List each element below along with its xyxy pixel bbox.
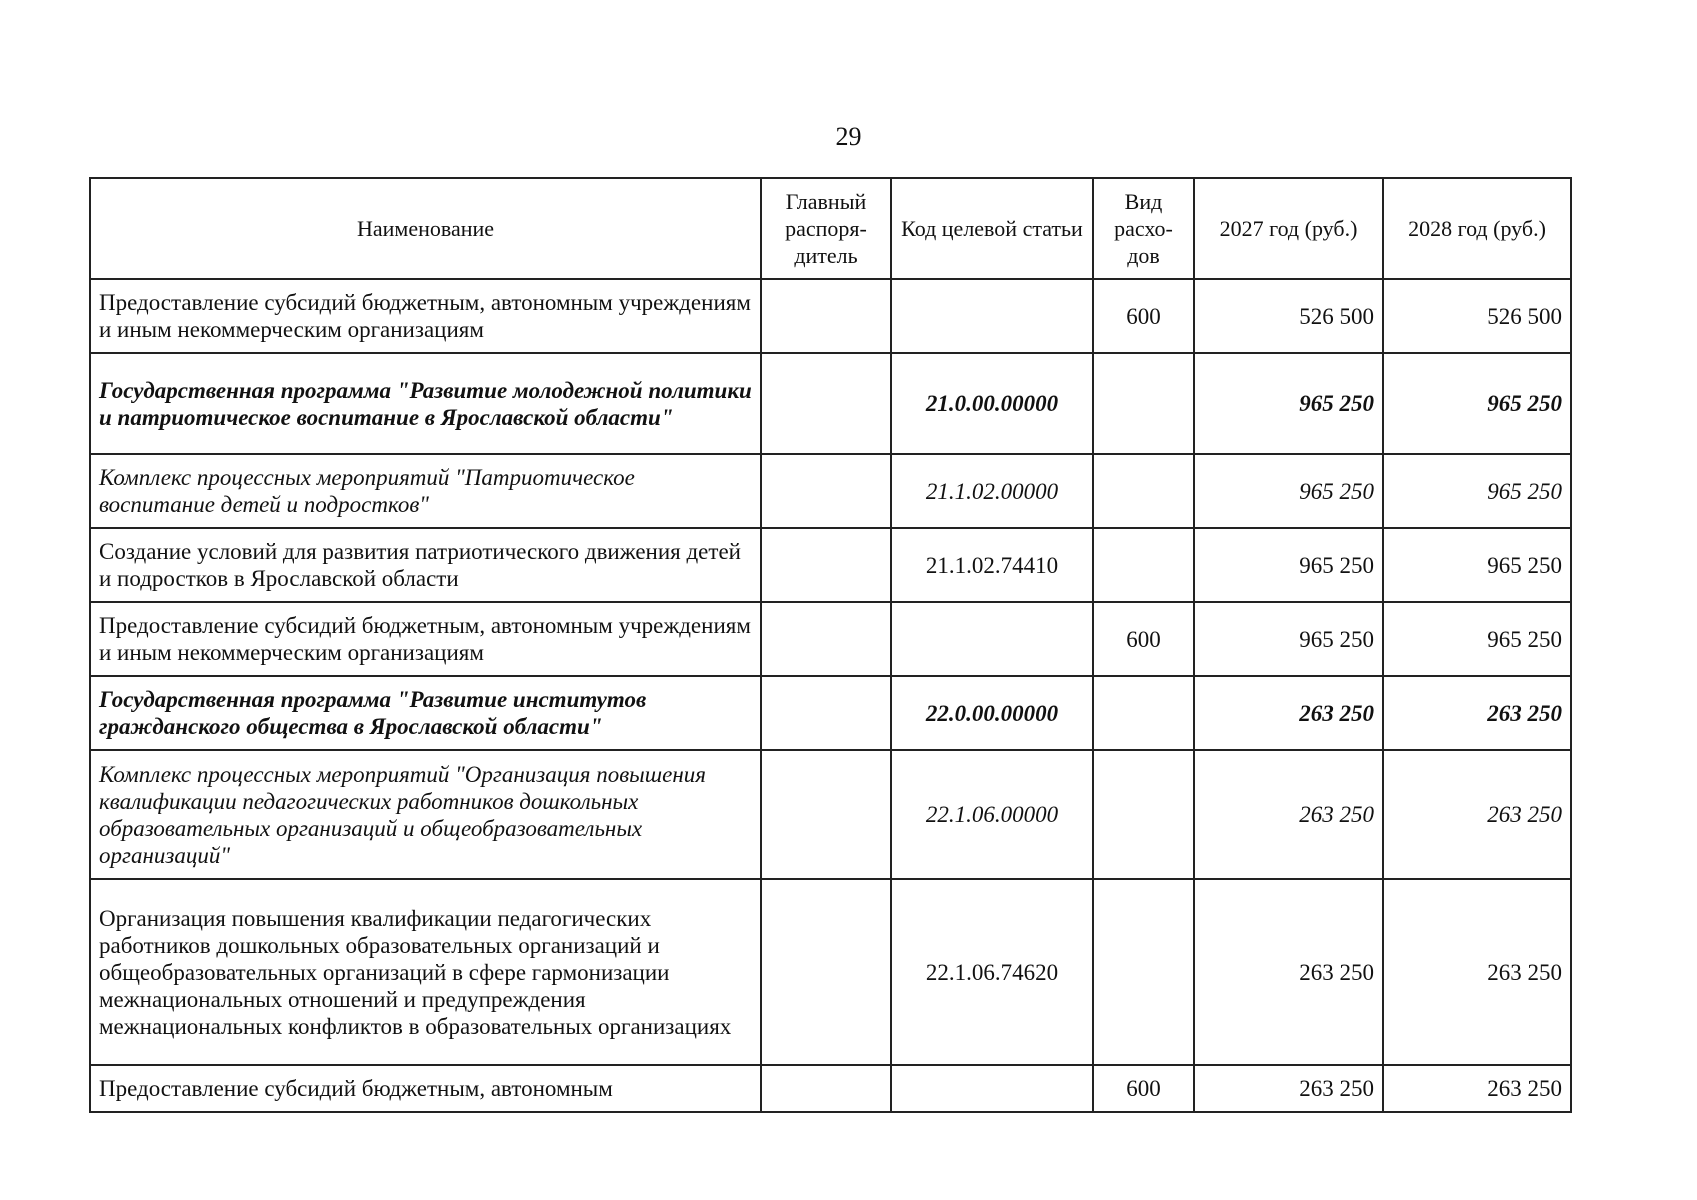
cell-expense-type: 600 (1093, 602, 1194, 676)
cell-year-2027: 965 250 (1194, 454, 1383, 528)
cell-main-manager (761, 454, 891, 528)
cell-year-2027: 526 500 (1194, 279, 1383, 353)
cell-target-code: 22.1.06.00000 (891, 750, 1093, 879)
cell-year-2028: 263 250 (1383, 879, 1571, 1065)
cell-year-2027: 965 250 (1194, 602, 1383, 676)
cell-target-code (891, 279, 1093, 353)
cell-year-2028: 965 250 (1383, 454, 1571, 528)
cell-main-manager (761, 676, 891, 750)
cell-name: Создание условий для развития патриотического движения детей и подростков в Ярославской области (90, 528, 761, 602)
cell-main-manager (761, 602, 891, 676)
cell-main-manager (761, 353, 891, 454)
budget-table (89, 177, 1572, 1113)
cell-target-code: 22.0.00.00000 (891, 676, 1093, 750)
table-row (90, 353, 1571, 454)
cell-year-2028: 526 500 (1383, 279, 1571, 353)
page-number: 29 (835, 122, 862, 151)
header-expense-type: Вид расхо-дов (1093, 178, 1194, 279)
cell-target-code: 21.0.00.00000 (891, 353, 1093, 454)
cell-expense-type (1093, 676, 1194, 750)
cell-expense-type: 600 (1093, 1065, 1194, 1112)
cell-year-2028: 263 250 (1383, 750, 1571, 879)
cell-year-2027: 965 250 (1194, 528, 1383, 602)
header-main-manager: Главный распоря-дитель (761, 178, 891, 279)
header-target-code: Код целевой статьи (891, 178, 1093, 279)
cell-year-2028: 965 250 (1383, 528, 1571, 602)
table-row (90, 750, 1571, 879)
cell-name: Предоставление субсидий бюджетным, автономным учреждениям и иным некоммерческим организациям (90, 602, 761, 676)
header-year-2027: 2027 год (руб.) (1194, 178, 1383, 279)
cell-name: Государственная программа "Развитие институтов гражданского общества в Ярославской области" (90, 676, 761, 750)
cell-target-code: 21.1.02.00000 (891, 454, 1093, 528)
table-row (90, 1065, 1571, 1112)
cell-year-2027: 965 250 (1194, 353, 1383, 454)
cell-name: Предоставление субсидий бюджетным, автономным (90, 1065, 761, 1112)
cell-year-2027: 263 250 (1194, 879, 1383, 1065)
header-year-2028: 2028 год (руб.) (1383, 178, 1571, 279)
cell-year-2027: 263 250 (1194, 676, 1383, 750)
cell-year-2028: 263 250 (1383, 676, 1571, 750)
cell-name: Комплекс процессных мероприятий "Патриотическое воспитание детей и подростков" (90, 454, 761, 528)
cell-target-code (891, 1065, 1093, 1112)
cell-name: Государственная программа "Развитие молодежной политики и патриотическое воспитание в Ярославской области" (90, 353, 761, 454)
cell-expense-type (1093, 528, 1194, 602)
cell-main-manager (761, 279, 891, 353)
cell-year-2027: 263 250 (1194, 1065, 1383, 1112)
table-body (90, 279, 1571, 1112)
cell-target-code: 21.1.02.74410 (891, 528, 1093, 602)
cell-name: Комплекс процессных мероприятий "Организация повышения квалификации педагогических работников дошкольных образовательных организаций и общеобразовательных организаций" (90, 750, 761, 879)
cell-year-2028: 965 250 (1383, 602, 1571, 676)
table-row (90, 676, 1571, 750)
cell-main-manager (761, 879, 891, 1065)
cell-expense-type (1093, 454, 1194, 528)
table-row (90, 879, 1571, 1065)
cell-target-code (891, 602, 1093, 676)
cell-main-manager (761, 1065, 891, 1112)
cell-expense-type (1093, 750, 1194, 879)
table-row (90, 454, 1571, 528)
cell-main-manager (761, 750, 891, 879)
cell-year-2027: 263 250 (1194, 750, 1383, 879)
table-row (90, 279, 1571, 353)
cell-name: Предоставление субсидий бюджетным, автономным учреждениям и иным некоммерческим организациям (90, 279, 761, 353)
cell-target-code: 22.1.06.74620 (891, 879, 1093, 1065)
header-name: Наименование (90, 178, 761, 279)
cell-main-manager (761, 528, 891, 602)
cell-expense-type (1093, 353, 1194, 454)
cell-year-2028: 965 250 (1383, 353, 1571, 454)
table-header-row (90, 178, 1571, 279)
table-row (90, 602, 1571, 676)
table-row (90, 528, 1571, 602)
cell-name: Организация повышения квалификации педагогических работников дошкольных образовательных организаций и общеобразовательных организаций в сфере гармонизации межнациональных отношений и предупреждения межнациональных конфликтов в образовательных организациях (90, 879, 761, 1065)
cell-expense-type (1093, 879, 1194, 1065)
cell-expense-type: 600 (1093, 279, 1194, 353)
cell-year-2028: 263 250 (1383, 1065, 1571, 1112)
